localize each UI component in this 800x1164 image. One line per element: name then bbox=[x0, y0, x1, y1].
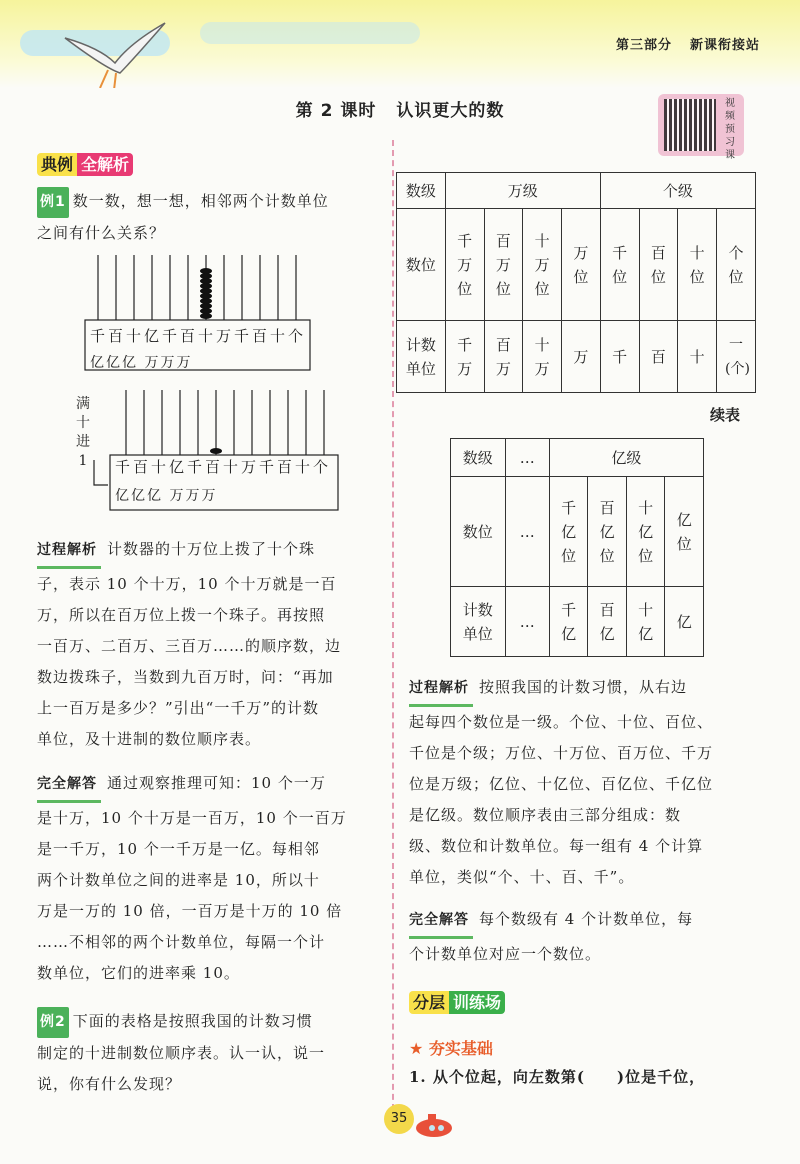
table-cell: 百亿 bbox=[588, 587, 627, 657]
table-cell: 计数单位 bbox=[451, 587, 506, 657]
example-1-line: 数一数，想一想，相邻两个计数单位 bbox=[72, 192, 329, 210]
table-cell: 百万位 bbox=[484, 209, 523, 321]
answer-line: 数单位，它们的进率乘 10。 bbox=[37, 964, 240, 982]
table-cell: 计数单位 bbox=[397, 321, 446, 393]
example-2-tag: 例2 bbox=[37, 1007, 69, 1038]
table-cell: 十 bbox=[678, 321, 717, 393]
answer-line: 是十万，10 个十万是一百万，10 个一百万 bbox=[37, 809, 347, 827]
process-line: 是亿级。数位顺序表由三部分组成：数 bbox=[409, 806, 682, 824]
process-line: 上一百万是多少？”引出“一千万”的计数 bbox=[37, 699, 320, 717]
process-tag: 过程解析 bbox=[409, 673, 473, 707]
process-line: 千位是个级；万位、十万位、百万位、千万 bbox=[409, 744, 714, 762]
process-line: 起每四个数位是一级。个位、十位、百位、 bbox=[409, 713, 714, 731]
question-1: 1. 从个位起，向左数第( )位是千位， bbox=[409, 1068, 706, 1086]
table-cell: 数级 bbox=[397, 173, 446, 209]
example-2-line: 下面的表格是按照我国的计数习惯 bbox=[72, 1012, 313, 1030]
table-cell: 千位 bbox=[600, 209, 639, 321]
table-cell: 百亿位 bbox=[588, 477, 627, 587]
table-cell: 数位 bbox=[451, 477, 506, 587]
badge-examples-a: 典例 bbox=[37, 153, 77, 176]
process-line: 子，表示 10 个十万，10 个十万就是一百 bbox=[37, 575, 337, 593]
process-line: 按照我国的计数习惯，从右边 bbox=[479, 678, 688, 696]
table-cell: 十亿 bbox=[626, 587, 665, 657]
example-1-line: 之间有什么关系？ bbox=[37, 224, 166, 242]
table-cell: 亿位 bbox=[665, 477, 704, 587]
badge-practice bbox=[409, 990, 505, 1013]
process-line: 一百万、二百万、三百万……的顺序数，边 bbox=[37, 637, 342, 655]
table-cell: 十万位 bbox=[523, 209, 562, 321]
table-cell: 千万 bbox=[445, 321, 484, 393]
table-cell: 百位 bbox=[639, 209, 678, 321]
table-cell: 万级 bbox=[445, 173, 600, 209]
answer-line: 个计数单位对应一个数位。 bbox=[409, 945, 602, 963]
process-line: 计数器的十万位上拨了十个珠 bbox=[107, 540, 316, 558]
continued-label: 续表 bbox=[710, 406, 741, 424]
abacus-2-bottom-label: 亿亿亿 万万万 bbox=[115, 488, 218, 504]
table-cell: 个位 bbox=[717, 209, 756, 321]
submarine-icon bbox=[410, 1108, 456, 1140]
answer-line: 是一千万，10 个一千万是一亿。每相邻 bbox=[37, 840, 320, 858]
full-answer-right bbox=[409, 904, 759, 970]
qr-label: 视频预习课 bbox=[725, 98, 735, 161]
table-cell: 千亿位 bbox=[549, 477, 588, 587]
process-tag: 过程解析 bbox=[37, 535, 101, 569]
process-line: 位是万级；亿位、十亿位、百亿位、千亿位 bbox=[409, 775, 714, 793]
qr-code-box[interactable] bbox=[658, 94, 744, 161]
badge-examples bbox=[37, 152, 133, 175]
carry-label: 满十进1 bbox=[76, 396, 90, 469]
seagull-icon bbox=[60, 18, 170, 88]
table-cell: 千 bbox=[600, 321, 639, 393]
answer-tag: 完全解答 bbox=[409, 905, 473, 939]
process-analysis-left bbox=[37, 534, 382, 755]
process-line: 万，所以在百万位上拨一个珠子。再按照 bbox=[37, 606, 326, 624]
qr-code-icon[interactable] bbox=[664, 99, 716, 151]
table-cell: 亿级 bbox=[549, 439, 703, 477]
column-divider bbox=[392, 140, 394, 1120]
place-value-table-continued bbox=[450, 438, 704, 657]
header-banner bbox=[0, 0, 800, 88]
header-text bbox=[616, 34, 760, 53]
header-section: 新课衔接站 bbox=[689, 38, 760, 53]
table-cell: … bbox=[505, 439, 549, 477]
process-line: 单位，及十进制的数位顺序表。 bbox=[37, 730, 262, 748]
process-line: 数边拨珠子，当数到九百万时，问：“再加 bbox=[37, 668, 334, 686]
process-line: 级、数位和计数单位。每一组有 4 个计算 bbox=[409, 837, 704, 855]
example-2-line: 制定的十进制数位顺序表。认一认，说一 bbox=[37, 1044, 326, 1062]
example-2-line: 说，你有什么发现？ bbox=[37, 1075, 182, 1093]
table-cell: 十位 bbox=[678, 209, 717, 321]
table-cell: 亿 bbox=[665, 587, 704, 657]
process-analysis-right bbox=[409, 672, 759, 893]
abacus-1-top-label: 千百十亿千百十万千百十个 bbox=[90, 327, 307, 345]
example-1-tag: 例1 bbox=[37, 187, 69, 218]
table-cell: 数级 bbox=[451, 439, 506, 477]
process-line: 单位，类似“个、十、百、千”。 bbox=[409, 868, 635, 886]
table-cell: 万 bbox=[562, 321, 601, 393]
answer-tag: 完全解答 bbox=[37, 769, 101, 803]
table-cell: 百 bbox=[639, 321, 678, 393]
example-2 bbox=[37, 1006, 382, 1100]
table-cell: 十亿位 bbox=[626, 477, 665, 587]
table-cell: 千亿 bbox=[549, 587, 588, 657]
page-number: 35 bbox=[384, 1104, 414, 1134]
table-cell: … bbox=[505, 477, 549, 587]
abacus-2-top-label: 千百十亿千百十万千百十个 bbox=[115, 458, 332, 476]
table-cell: 千万位 bbox=[445, 209, 484, 321]
table-cell: 个级 bbox=[600, 173, 755, 209]
table-cell: 十万 bbox=[523, 321, 562, 393]
cloud bbox=[200, 22, 420, 44]
abacus-1-bottom-label: 亿亿亿 万万万 bbox=[90, 355, 193, 371]
answer-line: 万是一万的 10 倍，一百万是十万的 10 倍 bbox=[37, 902, 343, 920]
answer-line: ……不相邻的两个计数单位，每隔一个计 bbox=[37, 933, 326, 951]
example-1 bbox=[37, 186, 382, 249]
table-cell: 数位 bbox=[397, 209, 446, 321]
place-value-table bbox=[396, 172, 756, 393]
lesson-topic: 认识更大的数 bbox=[396, 101, 505, 121]
section-heading: ★ 夯实基础 bbox=[409, 1039, 493, 1058]
answer-line: 两个计数单位之间的进率是 10，所以十 bbox=[37, 871, 320, 889]
badge-practice-b: 训练场 bbox=[449, 991, 505, 1014]
badge-examples-b: 全解析 bbox=[77, 153, 133, 176]
table-cell: 万位 bbox=[562, 209, 601, 321]
table-cell: 百万 bbox=[484, 321, 523, 393]
answer-line: 每个数级有 4 个计数单位，每 bbox=[479, 910, 694, 928]
table-cell: 一(个) bbox=[717, 321, 756, 393]
full-answer-left bbox=[37, 768, 382, 989]
header-part: 第三部分 bbox=[615, 38, 672, 53]
lesson-number: 第 2 课时 bbox=[295, 101, 377, 121]
badge-practice-a: 分层 bbox=[409, 991, 449, 1014]
table-cell: … bbox=[505, 587, 549, 657]
answer-line: 通过观察推理可知：10 个一万 bbox=[107, 774, 326, 792]
